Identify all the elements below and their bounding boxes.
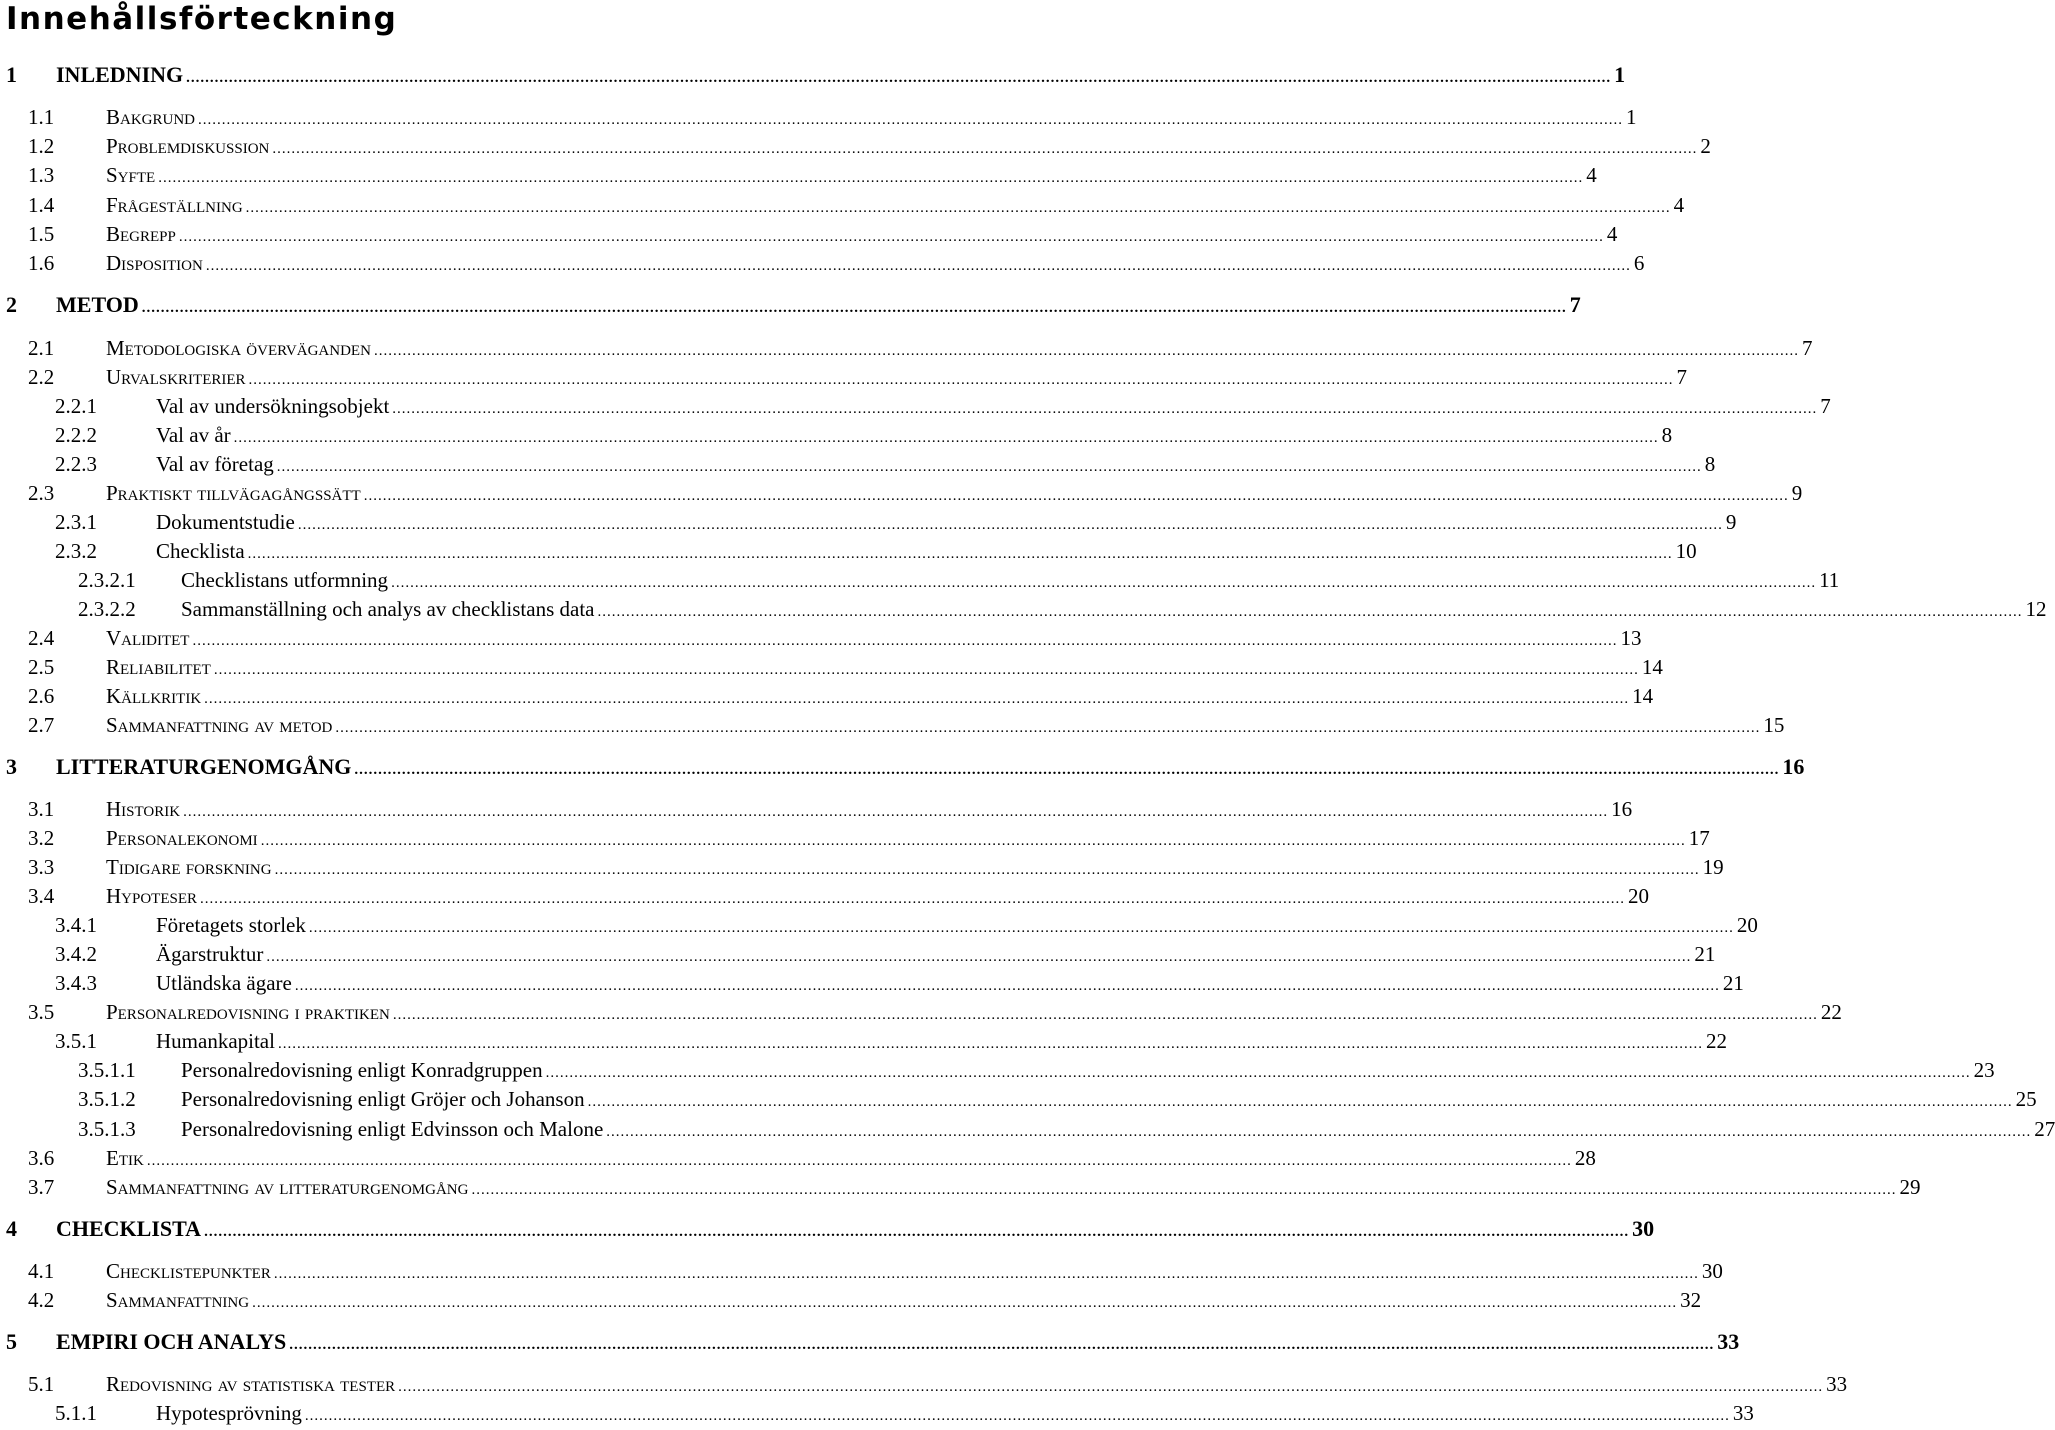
toc-entry-page: 1 <box>1614 62 1626 87</box>
toc-entry-number: 2.2.3 <box>55 452 97 476</box>
dot-leader: ............................................................................................................................................................................................................................................................................................................ <box>392 1007 1818 1023</box>
toc-entry-page: 6 <box>1633 251 1645 275</box>
toc-entry-number: 3.1 <box>28 797 55 821</box>
dot-leader: ............................................................................................................................................................................................................................................................................................................ <box>335 720 1761 736</box>
dot-leader: ............................................................................................................................................................................................................................................................................................................ <box>183 804 1609 820</box>
toc-entry-label: Praktiskt tillvägagångssätt <box>106 481 361 505</box>
toc-entry-label: Bakgrund <box>106 105 196 129</box>
toc-entry-page: 1 <box>1626 105 1637 129</box>
toc-entry-label: LITTERATURGENOMGÅNG <box>56 754 352 779</box>
dot-leader: ............................................................................................................................................................................................................................................................................................................ <box>247 546 1673 562</box>
toc-entry-page: 2 <box>1700 134 1711 158</box>
toc-entry-label: Historik <box>106 797 181 821</box>
toc-entry-label: Personalredovisning enligt Edvinsson och Malone <box>181 1117 604 1141</box>
toc-entry-page: 4 <box>1606 222 1618 246</box>
toc-entry-number: 4.2 <box>28 1288 55 1312</box>
toc-entry-label: Sammanfattning <box>106 1288 250 1312</box>
toc-entry-page: 29 <box>1899 1175 1921 1199</box>
dot-leader: ............................................................................................................................................................................................................................................................................................................ <box>354 762 1780 778</box>
toc-entry-page: 14 <box>1632 684 1654 708</box>
toc-entry-label: Validitet <box>106 626 190 650</box>
toc-entry-page: 21 <box>1694 942 1716 966</box>
toc-entry-number: 1.5 <box>28 222 55 246</box>
dot-leader: ............................................................................................................................................................................................................................................................................................................ <box>373 343 1799 359</box>
dot-leader: ............................................................................................................................................................................................................................................................................................................ <box>391 575 1817 591</box>
toc-entry-page: 8 <box>1661 423 1673 447</box>
toc-entry-label: Checklista <box>156 539 245 563</box>
toc-entry-number: 2.2.2 <box>55 423 97 447</box>
toc-entry-label: Tidigare forskning <box>106 855 272 879</box>
toc-entry[interactable] <box>0 999 1842 1025</box>
toc-entry[interactable] <box>0 1329 1740 1355</box>
toc-entry-number: 2.2 <box>28 365 55 389</box>
dot-leader: ............................................................................................................................................................................................................................................................................................................ <box>277 1036 1703 1052</box>
toc-entry[interactable] <box>0 754 1805 780</box>
dot-leader: ............................................................................................................................................................................................................................................................................................................ <box>274 862 1700 878</box>
toc-entry-number: 1.1 <box>28 105 55 129</box>
toc-entry-number: 3.5.1 <box>55 1029 97 1053</box>
toc-entry-label: Urvalskriterier <box>106 365 246 389</box>
toc-entry[interactable] <box>0 451 1716 477</box>
toc-entry[interactable] <box>0 393 1831 419</box>
dot-leader: ............................................................................................................................................................................................................................................................................................................ <box>245 200 1671 216</box>
toc-entry[interactable] <box>0 538 1697 564</box>
toc-entry-page: 12 <box>2025 597 2047 621</box>
toc-entry-label: METOD <box>56 292 139 317</box>
toc-entry-page: 4 <box>1673 193 1685 217</box>
dot-leader: ............................................................................................................................................................................................................................................................................................................ <box>308 920 1734 936</box>
toc-entry-number: 1.2 <box>28 134 55 158</box>
toc-entry-page: 16 <box>1782 754 1805 779</box>
toc-entry-number: 2.7 <box>28 713 55 737</box>
toc-entry[interactable] <box>0 480 1803 506</box>
toc-entry[interactable] <box>0 683 1654 709</box>
dot-leader: ............................................................................................................................................................................................................................................................................................................ <box>260 833 1686 849</box>
dot-leader: ............................................................................................................................................................................................................................................................................................................ <box>392 401 1818 417</box>
dot-leader: ............................................................................................................................................................................................................................................................................................................ <box>204 691 1630 707</box>
dot-leader: ............................................................................................................................................................................................................................................................................................................ <box>200 891 1626 907</box>
toc-entry-page: 22 <box>1705 1029 1727 1053</box>
toc-entry-label: Hypotesprövning <box>156 1401 302 1425</box>
toc-entry-label: Problemdiskussion <box>106 134 270 158</box>
toc-entry-label: Sammanställning och analys av checklistans data <box>181 597 595 621</box>
toc-entry-number: 3.4.1 <box>55 913 97 937</box>
dot-leader: ............................................................................................................................................................................................................................................................................................................ <box>297 517 1723 533</box>
toc-entry-label: Humankapital <box>156 1029 275 1053</box>
toc-entry-page: 21 <box>1722 971 1744 995</box>
dot-leader: ............................................................................................................................................................................................................................................................................................................ <box>266 949 1692 965</box>
toc-entry-number: 1 <box>6 62 17 87</box>
dot-leader: ............................................................................................................................................................................................................................................................................................................ <box>205 258 1631 274</box>
toc-entry[interactable] <box>0 292 1581 318</box>
dot-leader: ............................................................................................................................................................................................................................................................................................................ <box>158 170 1584 186</box>
toc-entry-page: 33 <box>1826 1372 1848 1396</box>
toc-entry[interactable] <box>0 654 1663 680</box>
toc-entry-label: Dokumentstudie <box>156 510 295 534</box>
toc-entry[interactable] <box>0 712 1785 738</box>
toc-entry[interactable] <box>0 941 1716 967</box>
toc-entry[interactable] <box>0 221 1618 247</box>
toc-entry-page: 11 <box>1819 568 1840 592</box>
toc-entry-number: 3.6 <box>28 1146 55 1170</box>
toc-entry-number: 4 <box>6 1216 17 1241</box>
toc-entry[interactable] <box>0 422 1673 448</box>
toc-entry[interactable] <box>0 133 1711 159</box>
toc-entry[interactable] <box>0 883 1650 909</box>
toc-entry[interactable] <box>0 335 1813 361</box>
toc-entry[interactable] <box>0 1371 1848 1397</box>
toc-entry[interactable] <box>0 970 1744 996</box>
toc-entry-number: 2 <box>6 292 17 317</box>
toc-entry[interactable] <box>0 62 1626 88</box>
toc-entry[interactable] <box>0 192 1685 218</box>
toc-entry-number: 1.3 <box>28 163 55 187</box>
dot-leader: ............................................................................................................................................................................................................................................................................................................ <box>233 430 1659 446</box>
toc-entry-page: 33 <box>1732 1401 1754 1425</box>
dot-leader: ............................................................................................................................................................................................................................................................................................................ <box>248 372 1674 388</box>
toc-entry-number: 3.5.1.1 <box>78 1058 136 1082</box>
toc-entry-number: 1.6 <box>28 251 55 275</box>
toc-entry-number: 4.1 <box>28 1259 55 1283</box>
toc-entry-label: Syfte <box>106 163 156 187</box>
toc-entry[interactable] <box>0 509 1737 535</box>
toc-entry-number: 2.4 <box>28 626 55 650</box>
toc-entry[interactable] <box>0 1057 1995 1083</box>
toc-entry-number: 3.3 <box>28 855 55 879</box>
toc-entry-page: 20 <box>1736 913 1758 937</box>
toc-entry-label: Ägarstruktur <box>156 942 264 966</box>
toc-entry-page: 15 <box>1763 713 1785 737</box>
toc-entry-label: Val av företag <box>156 452 274 476</box>
toc-entry-number: 5.1.1 <box>55 1401 97 1425</box>
toc-entry-number: 3.4.2 <box>55 942 97 966</box>
toc-entry-label: Sammanfattning av metod <box>106 713 333 737</box>
toc-entry-label: Företagets storlek <box>156 913 306 937</box>
dot-leader: ............................................................................................................................................................................................................................................................................................................ <box>272 141 1698 157</box>
toc-entry-page: 7 <box>1820 394 1831 418</box>
dot-leader: ............................................................................................................................................................................................................................................................................................................ <box>146 1153 1572 1169</box>
toc-entry-number: 3.4.3 <box>55 971 97 995</box>
dot-leader: ............................................................................................................................................................................................................................................................................................................ <box>141 300 1567 316</box>
toc-entry-page: 7 <box>1801 336 1813 360</box>
toc-entry-label: Källkritik <box>106 684 202 708</box>
dot-leader: ............................................................................................................................................................................................................................................................................................................ <box>587 1094 2013 1110</box>
toc-entry[interactable] <box>0 825 1710 851</box>
toc-entry[interactable] <box>0 364 1688 390</box>
toc-entry[interactable] <box>0 162 1597 188</box>
toc-entry-page: 17 <box>1688 826 1710 850</box>
toc-entry-page: 4 <box>1586 163 1597 187</box>
toc-entry[interactable] <box>0 104 1637 130</box>
toc-entry-page: 10 <box>1675 539 1697 563</box>
dot-leader: ............................................................................................................................................................................................................................................................................................................ <box>304 1408 1730 1424</box>
toc-entry[interactable] <box>0 796 1633 822</box>
toc-entry-label: Hypoteser <box>106 884 198 908</box>
dot-leader: ............................................................................................................................................................................................................................................................................................................ <box>213 662 1639 678</box>
toc-entry-number: 2.2.1 <box>55 394 97 418</box>
toc-entry-label: Sammanfattning av litteraturgenomgång <box>106 1175 469 1199</box>
toc-entry[interactable] <box>0 1086 2037 1112</box>
toc-entry-page: 30 <box>1632 1216 1655 1241</box>
toc-entry[interactable] <box>0 567 1840 593</box>
dot-leader: ............................................................................................................................................................................................................................................................................................................ <box>606 1124 2032 1140</box>
toc-entry-number: 3.5 <box>28 1000 55 1024</box>
toc-entry-page: 9 <box>1791 481 1803 505</box>
toc-entry-number: 3.5.1.3 <box>78 1117 136 1141</box>
toc-entry-page: 14 <box>1641 655 1663 679</box>
toc-entry-page: 23 <box>1973 1058 1995 1082</box>
dot-leader: ............................................................................................................................................................................................................................................................................................................ <box>398 1379 1824 1395</box>
toc-entry-label: Personalredovisning enligt Gröjer och Johanson <box>181 1087 585 1111</box>
toc-entry-number: 2.3.2.2 <box>78 597 136 621</box>
toc-entry-label: Personalredovisning i praktiken <box>106 1000 390 1024</box>
toc-entry-page: 19 <box>1702 855 1724 879</box>
toc-entry[interactable] <box>0 1216 1655 1242</box>
toc-entry-label: Utländska ägare <box>156 971 292 995</box>
toc-entry-page: 30 <box>1701 1259 1723 1283</box>
toc-title: Innehållsförteckning <box>6 1 398 37</box>
toc-entry-label: Personalekonomi <box>106 826 258 850</box>
toc-entry[interactable] <box>0 1116 2055 1142</box>
toc-entry-label: Frågeställning <box>106 193 243 217</box>
toc-entry-page: 20 <box>1628 884 1650 908</box>
dot-leader: ............................................................................................................................................................................................................................................................................................................ <box>545 1065 1971 1081</box>
toc-entry-label: Disposition <box>106 251 203 275</box>
toc-entry-number: 2.3.2.1 <box>78 568 136 592</box>
dot-leader: ............................................................................................................................................................................................................................................................................................................ <box>192 633 1618 649</box>
toc-entry-page: 28 <box>1574 1146 1596 1170</box>
toc-entry-number: 5 <box>6 1329 17 1354</box>
toc-entry-number: 2.1 <box>28 336 55 360</box>
toc-entry-number: 1.4 <box>28 193 55 217</box>
toc-entry-label: Metodologiska överväganden <box>106 336 371 360</box>
toc-entry-page: 27 <box>2034 1117 2055 1141</box>
toc-entry-number: 2.3.1 <box>55 510 97 534</box>
toc-entry-number: 2.6 <box>28 684 55 708</box>
dot-leader: ............................................................................................................................................................................................................................................................................................................ <box>276 459 1702 475</box>
toc-entry-page: 8 <box>1704 452 1716 476</box>
toc-entry[interactable] <box>0 1287 1702 1313</box>
toc-entry-label: Personalredovisning enligt Konradgruppen <box>181 1058 543 1082</box>
toc-entry-number: 2.3.2 <box>55 539 97 563</box>
toc-entry-label: Redovisning av statistiska tester <box>106 1372 396 1396</box>
toc-entry[interactable] <box>0 1145 1596 1171</box>
toc-entry-number: 5.1 <box>28 1372 55 1396</box>
toc-entry-page: 22 <box>1820 1000 1842 1024</box>
dot-leader: ............................................................................................................................................................................................................................................................................................................ <box>273 1266 1699 1282</box>
toc-entry-label: EMPIRI OCH ANALYS <box>56 1329 287 1354</box>
toc-entry-number: 3.7 <box>28 1175 55 1199</box>
dot-leader: ............................................................................................................................................................................................................................................................................................................ <box>178 229 1604 245</box>
toc-entry-number: 3.5.1.2 <box>78 1087 136 1111</box>
toc-entry-label: Reliabilitet <box>106 655 211 679</box>
toc-entry-number: 3 <box>6 754 17 779</box>
toc-entry[interactable] <box>0 250 1645 276</box>
toc-entry-page: 9 <box>1725 510 1737 534</box>
toc-entry[interactable] <box>0 912 1758 938</box>
toc-entry-label: Etik <box>106 1146 144 1170</box>
toc-entry-page: 25 <box>2015 1087 2037 1111</box>
toc-entry-label: Val av år <box>156 423 231 447</box>
toc-entry-number: 2.3 <box>28 481 55 505</box>
toc-entry-label: Checklistans utformning <box>181 568 389 592</box>
toc-entry[interactable] <box>0 625 1642 651</box>
toc-entry-number: 3.4 <box>28 884 55 908</box>
dot-leader: ............................................................................................................................................................................................................................................................................................................ <box>186 70 1612 86</box>
toc-entry-label: CHECKLISTA <box>56 1216 202 1241</box>
dot-leader: ............................................................................................................................................................................................................................................................................................................ <box>198 112 1624 128</box>
toc-entry-page: 7 <box>1569 292 1581 317</box>
toc-entry-number: 3.2 <box>28 826 55 850</box>
toc-entry-label: Checklistepunkter <box>106 1259 271 1283</box>
dot-leader: ............................................................................................................................................................................................................................................................................................................ <box>363 488 1789 504</box>
toc-entry-page: 32 <box>1680 1288 1702 1312</box>
toc-entry[interactable] <box>0 596 2047 622</box>
toc-entry-page: 16 <box>1611 797 1633 821</box>
toc-entry-page: 13 <box>1620 626 1642 650</box>
dot-leader: ............................................................................................................................................................................................................................................................................................................ <box>204 1224 1630 1240</box>
dot-leader: ............................................................................................................................................................................................................................................................................................................ <box>597 604 2023 620</box>
toc-entry-label: INLEDNING <box>56 62 184 87</box>
dot-leader: ............................................................................................................................................................................................................................................................................................................ <box>252 1295 1678 1311</box>
toc-entry[interactable] <box>0 1028 1727 1054</box>
toc-entry-page: 33 <box>1717 1329 1740 1354</box>
dot-leader: ............................................................................................................................................................................................................................................................................................................ <box>289 1337 1715 1353</box>
toc-entry[interactable] <box>0 1400 1754 1426</box>
dot-leader: ............................................................................................................................................................................................................................................................................................................ <box>294 978 1720 994</box>
toc-entry-page: 7 <box>1676 365 1688 389</box>
toc-entry[interactable] <box>0 854 1724 880</box>
toc-entry-number: 2.5 <box>28 655 55 679</box>
toc-entry-label: Begrepp <box>106 222 176 246</box>
toc-entry-label: Val av undersökningsobjekt <box>156 394 390 418</box>
toc-entry[interactable] <box>0 1258 1723 1284</box>
dot-leader: ............................................................................................................................................................................................................................................................................................................ <box>471 1182 1897 1198</box>
toc-entry[interactable] <box>0 1174 1921 1200</box>
